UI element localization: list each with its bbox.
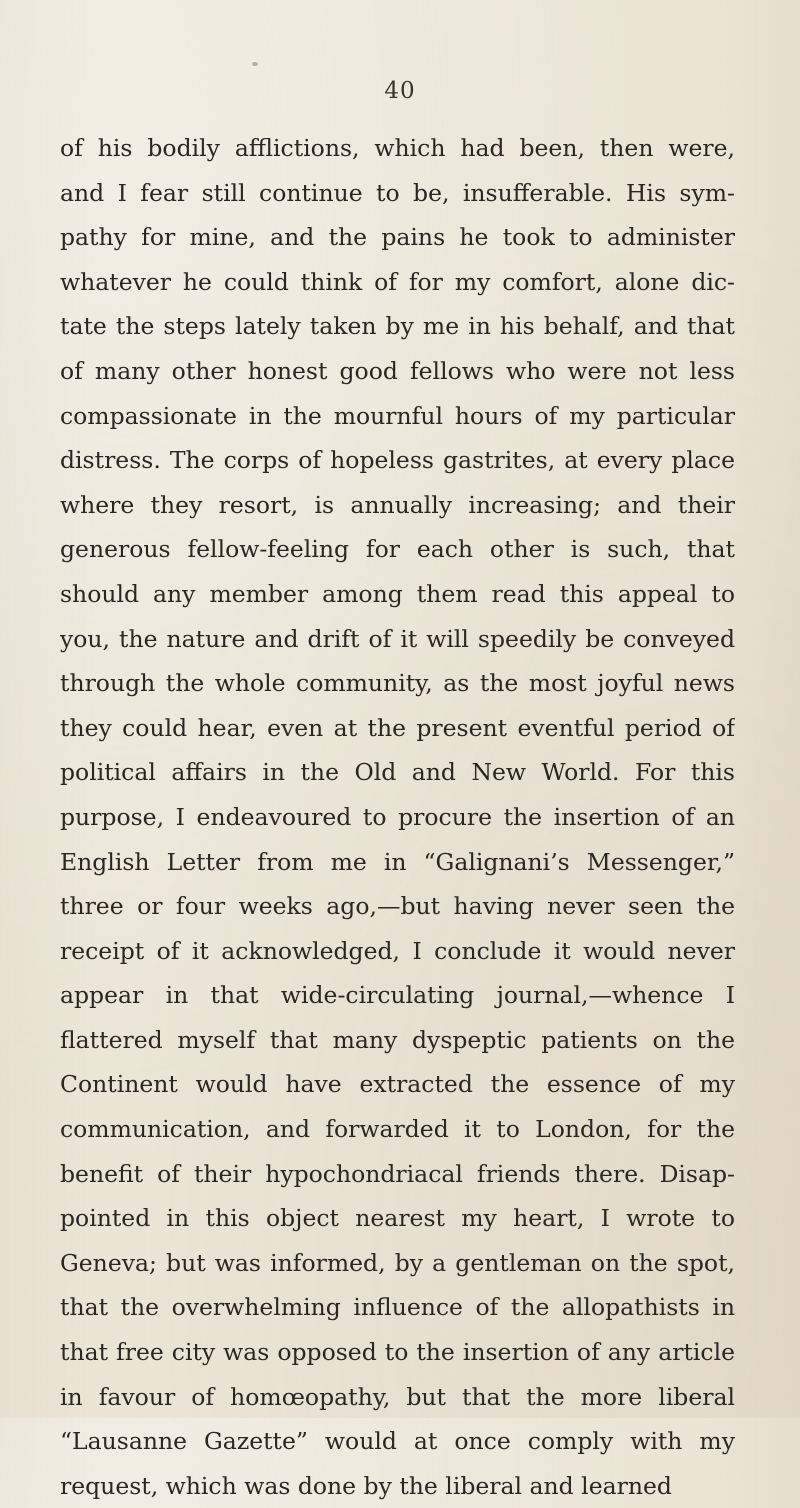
text-line: receipt of it acknowledged, I conclude it would never (60, 936, 735, 965)
text-line: whatever he could think of for my comfort, alone dic- (60, 267, 735, 296)
paper-speck (252, 62, 258, 66)
text-line: Geneva; but was informed, by a gentleman on the spot, (60, 1248, 735, 1277)
text-line: generous fellow-feeling for each other is such, that (60, 535, 735, 564)
text-line: in favour of homœopathy, but that the more liberal (60, 1382, 735, 1411)
text-line: request, which was done by the liberal and learned (60, 1471, 672, 1500)
text-line: where they resort, is annually increasing; and their (60, 490, 735, 519)
text-line: appear in that wide-circulating journal,—whence I (60, 981, 735, 1010)
text-line: you, the nature and drift of it will speedily be conveyed (60, 624, 735, 653)
body-text (60, 126, 735, 1508)
text-line: “Lausanne Gazette” would at once comply with my (60, 1427, 735, 1456)
text-line: they could hear, even at the present eventful period of (60, 713, 735, 742)
text-line: should any member among them read this appeal to (60, 579, 735, 608)
text-line: distress. The corps of hopeless gastrites, at every place (60, 446, 735, 475)
text-line: and I fear still continue to be, insufferable. His sym- (60, 178, 735, 207)
text-line: political affairs in the Old and New World. For this (60, 758, 735, 787)
text-line: through the whole community, as the most joyful news (60, 669, 735, 698)
page-number: 40 (384, 78, 416, 104)
text-line: compassionate in the mournful hours of my particular (60, 401, 735, 430)
text-line: purpose, I endeavoured to procure the insertion of an (60, 802, 735, 831)
text-line: Continent would have extracted the essence of my (60, 1070, 735, 1099)
text-line: tate the steps lately taken by me in his behalf, and that (60, 312, 735, 341)
text-line: English Letter from me in “Galignani’s Messenger,” (60, 847, 735, 876)
text-line: of many other honest good fellows who were not less (60, 356, 735, 385)
text-line: benefit of their hypochondriacal friends there. Disap- (60, 1159, 735, 1188)
text-line: three or four weeks ago,—but having never seen the (60, 892, 735, 921)
text-line: pointed in this object nearest my heart, I wrote to (60, 1204, 735, 1233)
text-line: that free city was opposed to the insertion of any article (60, 1338, 735, 1367)
text-line: flattered myself that many dyspeptic patients on the (60, 1025, 735, 1054)
text-line: that the overwhelming influence of the allopathists in (60, 1293, 735, 1322)
text-line: of his bodily afflictions, which had been, then were, (60, 134, 735, 162)
text-line: communication, and forwarded it to London, for the (60, 1115, 735, 1144)
text-line: pathy for mine, and the pains he took to administer (60, 223, 735, 252)
